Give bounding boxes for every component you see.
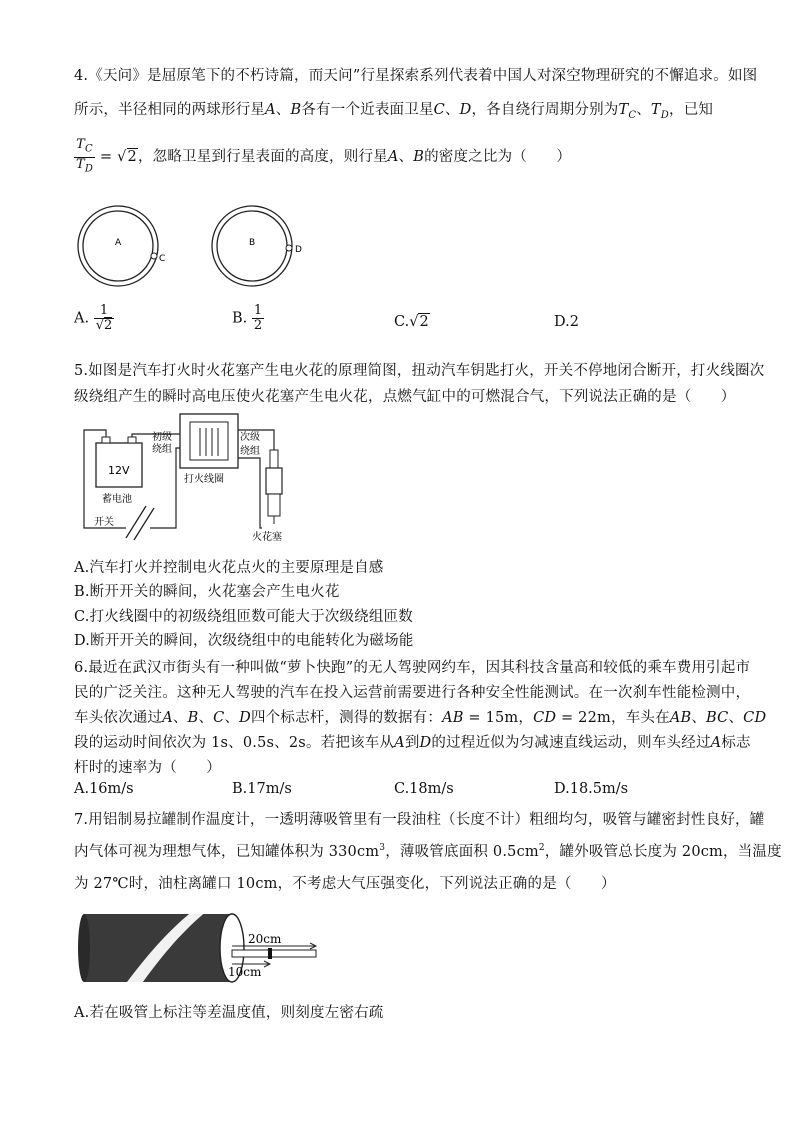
primary-winding-label-2: 绕组: [152, 444, 172, 455]
q5-line-2: 级绕组产生的瞬时高电压使火花塞产生电火花，点燃气缸中的可燃混合气，下列说法正确的是（ ）: [74, 389, 736, 405]
wire-secondary-return: [238, 458, 262, 528]
q4-option-d[interactable]: D.2: [554, 314, 579, 330]
spark-plug-thread: [268, 494, 280, 516]
q7-option-a[interactable]: A.若在吸管上标注等差温度值，则刻度左密右疏: [74, 1005, 384, 1021]
coil-core: [190, 422, 228, 460]
battery-terminal-left: [102, 437, 110, 443]
secondary-winding-label-1: 次级: [240, 432, 260, 443]
q5-option-d[interactable]: D.断开开关的瞬间，次级绕组中的电能转化为磁场能: [74, 633, 414, 649]
sqrt-two: √2: [117, 149, 137, 166]
q4-line-1: 4.《天问》是屈原笔下的不朽诗篇，而天问”行星探索系列代表着中国人对深空物理研究的不懈追求。如图: [74, 68, 758, 84]
satellite-d-label: D: [295, 245, 302, 255]
q4-option-c[interactable]: C.√2: [394, 314, 429, 330]
q6-line-3: 车头依次通过A、B、C、D四个标志杆，测得的数据有：AB = 15m，CD = 22m，车头在AB、BC、CD: [74, 710, 767, 726]
q6-line-5: 杆时的速率为（ ）: [74, 760, 221, 776]
planet-a-label: A: [115, 238, 122, 248]
q6-option-b[interactable]: B.17m/s: [232, 781, 292, 797]
q7-line-2: 内气体可视为理想气体，已知罐体积为 $330cm^3$，薄吸管底面积 $0.5cm^2$，罐外吸管总长度为 20cm，当温度: [74, 843, 782, 860]
spark-plug-label: 火花塞: [252, 532, 282, 543]
q7-line-3: 为 27℃时，油柱离罐口 10cm，不考虑大气压强变化，下列说法正确的是（ ）: [74, 876, 616, 892]
planet-b-label: B: [249, 238, 256, 248]
spark-plug-body: [266, 468, 282, 494]
period-ratio-fraction: $\frac{T_C}{T_D}$: [76, 137, 94, 175]
dimension-10cm-label: 10cm: [228, 965, 262, 979]
ignition-circuit-figure: [76, 410, 296, 546]
q4-option-b[interactable]: B. $\frac{1}{2}$: [232, 303, 263, 333]
q7-line-1: 7.用铝制易拉罐制作温度计，一透明薄吸管里有一段油柱（长度不计）粗细均匀，吸管与罐密封性良好，罐: [74, 812, 765, 828]
straw: [232, 950, 316, 957]
q6-line-1: 6.最近在武汉市街头有一种叫做“萝卜快跑”的无人驾驶网约车，因其科技含量高和较低的乘车费用引起市: [74, 660, 751, 676]
can-bottom: [78, 914, 90, 982]
q4-line-3: $\frac{T_C}{T_D}$ = √2，忽略卫星到行星表面的高度，则行星A、B的密度之比为（ ）: [76, 137, 572, 175]
q4-line-2: 所示，半径相同的两球形行星A、B各有一个近表面卫星C、D，各自绕行周期分别为$T_C$、$T_D$，已知: [74, 102, 714, 121]
secondary-winding-label-2: 绕组: [240, 446, 260, 457]
dimension-20cm-label: 20cm: [248, 932, 282, 946]
battery-voltage-label: 12V: [108, 464, 130, 477]
spark-plug-top: [270, 450, 278, 468]
q6-option-c[interactable]: C.18m/s: [394, 781, 454, 797]
switch-label: 开关: [94, 517, 114, 528]
switch-blade-1: [126, 506, 146, 538]
q5-option-b[interactable]: B.断开开关的瞬间，火花塞会产生电火花: [74, 584, 340, 600]
q6-line-2: 民的广泛关注。这种无人驾驶的汽车在投入运营前需要进行各种安全性能测试。在一次刹车性能检测中，: [74, 685, 751, 701]
satellite-c-label: C: [159, 254, 166, 264]
q6-line-4: 段的运动时间依次为 1s、0.5s、2s。若把该车从A到D的过程近似为匀减速直线运动，则车头经过A标志: [74, 735, 751, 751]
battery-terminal-right: [128, 437, 136, 443]
planets-figure: [70, 200, 310, 294]
q6-option-a[interactable]: A.16m/s: [74, 781, 134, 797]
primary-winding-label-1: 初级: [152, 432, 172, 443]
q5-option-a[interactable]: A.汽车打火并控制电火花点火的主要原理是自感: [74, 560, 384, 576]
satellite-c: [151, 253, 157, 259]
oil-column: [268, 948, 272, 959]
satellite-d: [286, 245, 292, 251]
ignition-coil-label: 打火线圈: [184, 474, 224, 485]
q5-line-1: 5.如图是汽车打火时火花塞产生电火花的原理简图，扭动汽车钥匙打火，开关不停地闭合断开，打火线圈次: [74, 363, 765, 379]
switch-blade-2: [134, 508, 154, 540]
q4-option-a[interactable]: A. $\frac{1}{√2}$: [74, 303, 113, 333]
can-thermometer-figure: [74, 906, 324, 992]
q5-option-c[interactable]: C.打火线圈中的初级绕组匝数可能大于次级绕组匝数: [74, 609, 413, 625]
battery-label: 蓄电池: [102, 494, 132, 505]
q6-option-d[interactable]: D.18.5m/s: [554, 781, 629, 797]
